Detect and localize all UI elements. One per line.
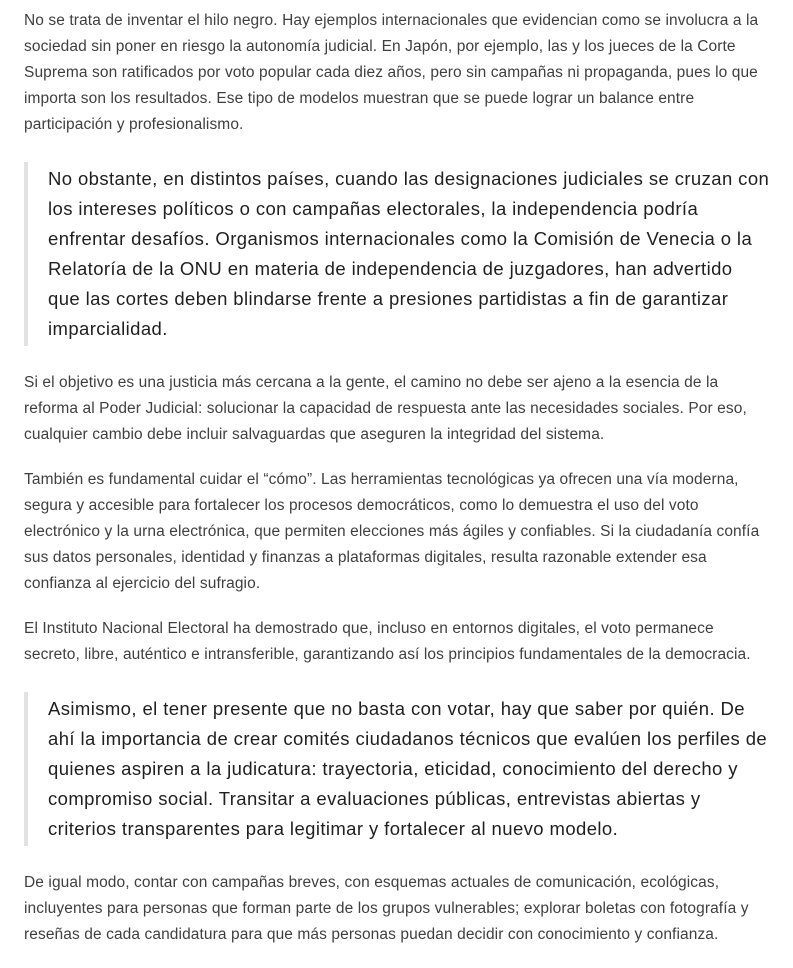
- pull-quote-judicial-independence: No obstante, en distintos países, cuando las designaciones judiciales se cruzan con los intereses políticos o con campañas electorales, la independencia podría enfrentar desafíos. Organismos internacionales como la Comisión de Venecia o la Relatoría de la ONU en materia de independencia de juzgadores, han advertido que las cortes deben blindarse frente a presiones partidistas a fin de garantizar imparcialidad.: [24, 162, 770, 346]
- paragraph-short-campaigns: De igual modo, contar con campañas breves, con esquemas actuales de comunicación, ecológicas, incluyentes para personas que forman parte de los grupos vulnerables; explorar boletas con fotografía y reseñas de cada candidatura para que más personas puedan decidir con conocimiento y confianza.: [24, 874, 749, 943]
- pull-quote-citizen-committees: Asimismo, el tener presente que no basta con votar, hay que saber por quién. De ahí la importancia de crear comités ciudadanos técnicos que evalúen los perfiles de quienes aspiren a la judicatura: trayectoria, eticidad, conocimiento del derecho y compromiso social. Transitar a evaluaciones públicas, entrevistas abiertas y criterios transparentes para legitimar y fortalecer al nuevo modelo.: [24, 692, 770, 846]
- paragraph-justice-closer-to-people: Si el objetivo es una justicia más cercana a la gente, el camino no debe ser ajeno a la esencia de la reforma al Poder Judicial: solucionar la capacidad de respuesta ante las necesidades sociales. Por eso, cualquier cambio debe incluir salvaguardas que aseguren la integridad del sistema.: [24, 374, 747, 443]
- paragraph-technology-tools: También es fundamental cuidar el “cómo”. Las herramientas tecnológicas ya ofrecen una vía moderna, segura y accesible para fortalecer los procesos democráticos, como lo demuestra el uso del voto electrónico y la urna electrónica, que permiten elecciones más ágiles y confiables. Si la ciudadanía confía sus datos personales, identidad y finanzas a plataformas digitales, resulta razonable extender esa confianza al ejercicio del sufragio.: [24, 471, 760, 592]
- paragraph-international-examples: No se trata de inventar el hilo negro. Hay ejemplos internacionales que evidencian como se involucra a la sociedad sin poner en riesgo la autonomía judicial. En Japón, por ejemplo, las y los jueces de la Corte Suprema son ratificados por voto popular cada diez años, pero sin campañas ni propaganda, pues lo que importa son los resultados. Ese tipo de modelos muestran que se puede lograr un balance entre participación y profesionalismo.: [24, 12, 759, 133]
- paragraph-ine-digital-vote: El Instituto Nacional Electoral ha demostrado que, incluso en entornos digitales, el voto permanece secreto, libre, auténtico e intransferible, garantizando así los principios fundamentales de la democracia.: [24, 620, 751, 663]
